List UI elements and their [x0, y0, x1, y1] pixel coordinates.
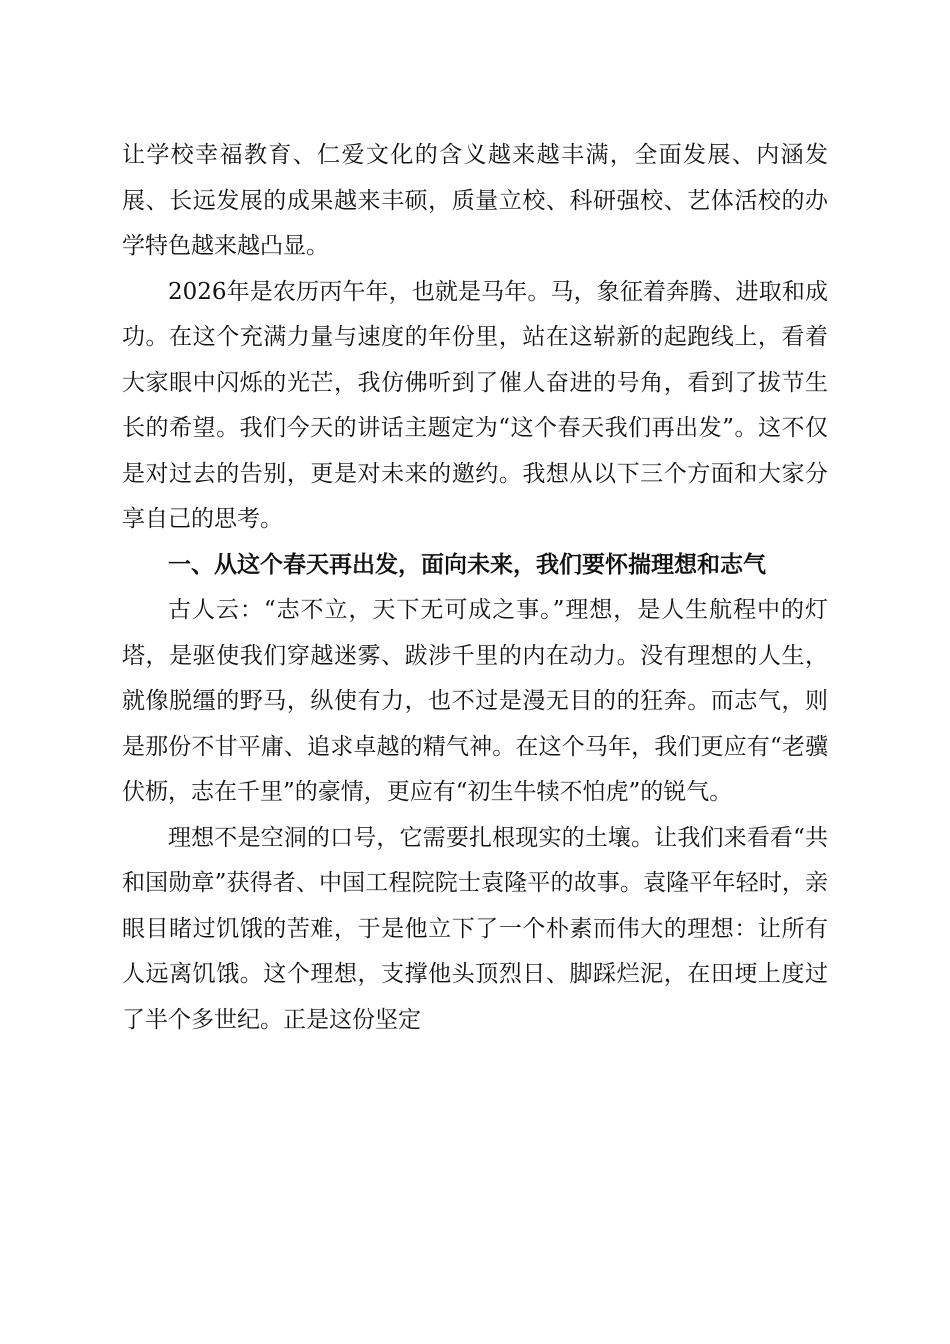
paragraph-horse-year: 2026年是农历丙午年，也就是马年。马，象征着奔腾、进取和成功。在这个充满力量与速度的年份里，站在这崭新的起跑线上，看着大家眼中闪烁的光芒，我仿佛听到了催人奋进的号角，看到了拔节生长的希望。我们今天的讲话主题定为“这个春天我们再出发”。这不仅是对过去的告别，更是对未来的邀约。我想从以下三个方面和大家分享自己的思考。	[122, 278, 828, 532]
paragraph-continuation: 让学校幸福教育、仁爱文化的含义越来越丰满，全面发展、内涵发展、长远发展的成果越来丰硕，质量立校、科研强校、艺体活校的办学特色越来越凸显。	[122, 142, 828, 259]
paragraph-ideals: 古人云：“志不立，天下无可成之事。”理想，是人生航程中的灯塔，是驱使我们穿越迷雾、跋涉千里的内在动力。没有理想的人生，就像脱缰的野马，纵使有力，也不过是漫无目的的狂奔。而志气，则是那份不甘平庸、追求卓越的精气神。在这个马年，我们更应有“老骥伏枥，志在千里”的豪情，更应有“初生牛犊不怕虎”的锐气。	[122, 597, 828, 805]
paragraph-yuan-longping: 理想不是空洞的口号，它需要扎根现实的土壤。让我们来看看“共和国勋章”获得者、中国工程院院士袁隆平的故事。袁隆平年轻时，亲眼目睹过饥饿的苦难，于是他立下了一个朴素而伟大的理想：让所有人远离饥饿。这个理想，支撑他头顶烈日、脚踩烂泥，在田埂上度过了半个多世纪。正是这份坚定	[122, 824, 828, 1033]
document-body	[122, 133, 828, 1043]
section-heading-one: 一、从这个春天再出发，面向未来，我们要怀揣理想和志气	[168, 551, 766, 578]
